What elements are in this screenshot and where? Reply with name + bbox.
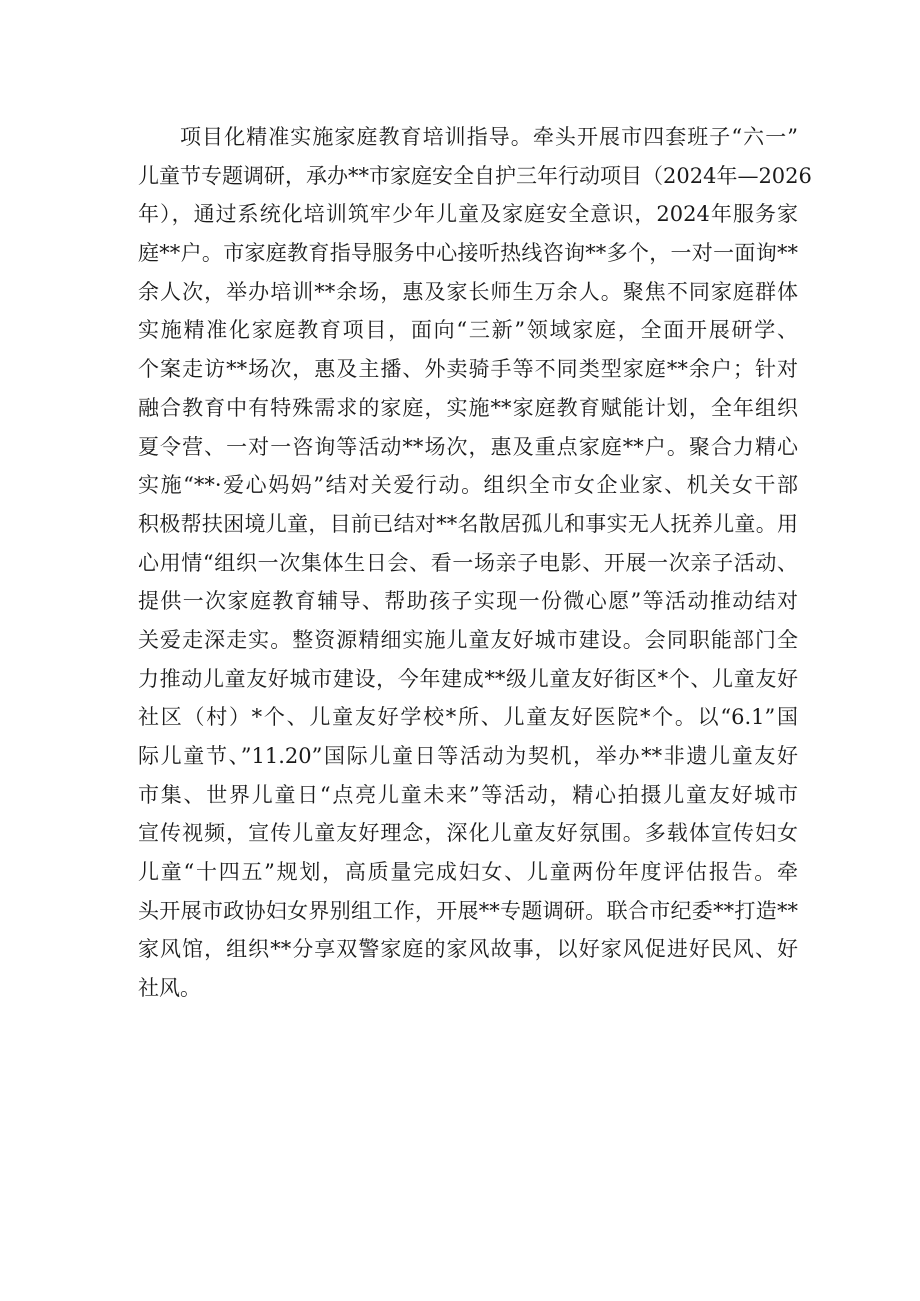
paragraph-line-4: 庭**户。市家庭教育指导服务中心接听热线咨询**多个，一对一面询** xyxy=(138,241,798,266)
paragraph-line-2: 儿童节专题调研，承办**市家庭安全自护三年行动项目（2024年—2026 xyxy=(138,163,812,188)
paragraph-line-20: 儿童“十四五”规划，高质量完成妇女、儿童两份年度评估报告。牵 xyxy=(138,860,798,885)
paragraph-line-5: 余人次，举办培训**余场，惠及家长师生万余人。聚焦不同家庭群体 xyxy=(138,279,798,304)
paragraph-line-16: 社区（村）*个、儿童友好学校*所、儿童友好医院*个。以“6.1”国 xyxy=(138,705,798,730)
paragraph-line-17: 际儿童节、”11.20”国际儿童日等活动为契机，举办**非遗儿童友好 xyxy=(138,744,798,768)
paragraph-line-6: 实施精准化家庭教育项目，面向“三新”领域家庭，全面开展研学、 xyxy=(138,318,798,343)
paragraph-line-21: 头开展市政协妇女界别组工作，开展**专题调研。联合市纪委**打造** xyxy=(138,898,798,923)
paragraph-line-22: 家风馆，组织**分享双警家庭的家风故事，以好家风促进好民风、好 xyxy=(138,937,798,962)
paragraph-line-18: 市集、世界儿童日“点亮儿童未来”等活动，精心拍摄儿童友好城市 xyxy=(138,782,798,807)
paragraph-line-8: 融合教育中有特殊需求的家庭，实施**家庭教育赋能计划，全年组织 xyxy=(138,395,798,420)
paragraph-line-15: 力推动儿童友好城市建设，今年建成**级儿童友好街区*个、儿童友好 xyxy=(138,666,798,691)
body-paragraph xyxy=(138,118,812,1008)
paragraph-line-14: 关爱走深走实。整资源精细实施儿童友好城市建设。会同职能部门全 xyxy=(138,627,798,652)
paragraph-line-9: 夏令营、一对一咨询等活动**场次，惠及重点家庭**户。聚合力精心 xyxy=(138,434,798,459)
paragraph-line-12: 心用情“组织一次集体生日会、看一场亲子电影、开展一次亲子活动、 xyxy=(138,550,798,575)
paragraph-line-3: 年），通过系统化培训筑牢少年儿童及家庭安全意识，2024年服务家 xyxy=(138,202,798,227)
paragraph-line-10: 实施“**·爱心妈妈”结对关爱行动。组织全市女企业家、机关女干部 xyxy=(138,473,798,498)
paragraph-line-1: 项目化精准实施家庭教育培训指导。牵头开展市四套班子“六一” xyxy=(180,125,798,149)
paragraph-line-11: 积极帮扶困境儿童，目前已结对**名散居孤儿和事实无人抚养儿童。用 xyxy=(138,511,798,536)
paragraph-line-19: 宣传视频，宣传儿童友好理念，深化儿童友好氛围。多载体宣传妇女 xyxy=(138,821,798,846)
paragraph-line-13: 提供一次家庭教育辅导、帮助孩子实现一份微心愿”等活动推动结对 xyxy=(138,589,798,614)
paragraph-line-23: 社风。 xyxy=(138,976,201,1001)
paragraph-line-7: 个案走访**场次，惠及主播、外卖骑手等不同类型家庭**余户；针对 xyxy=(138,357,798,382)
